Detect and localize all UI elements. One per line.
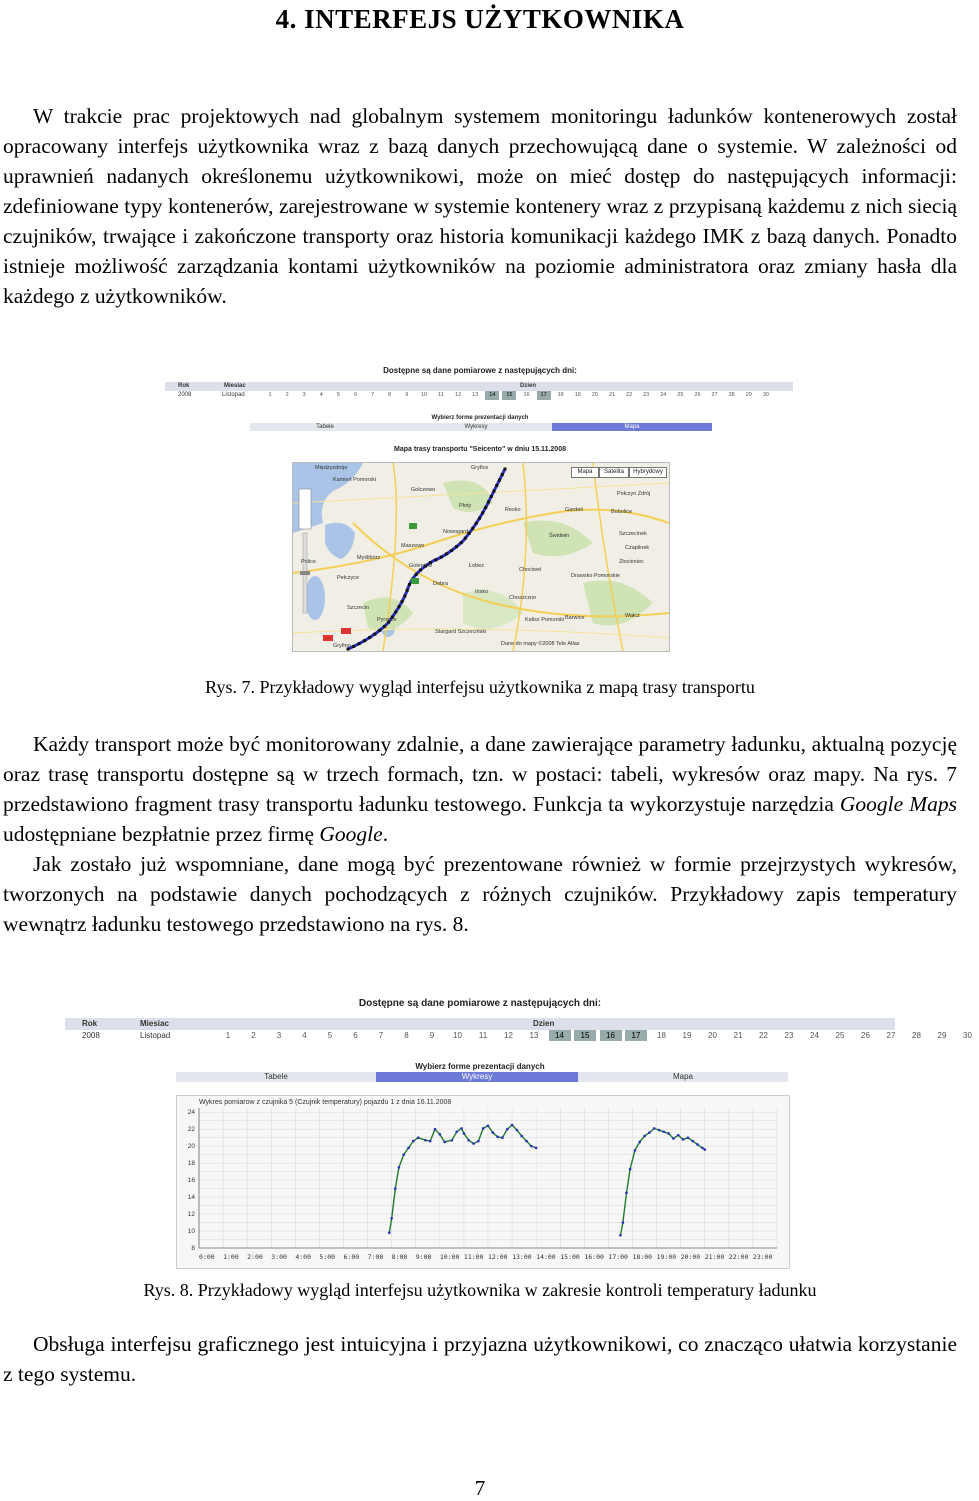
day-1[interactable]: 1: [268, 392, 272, 398]
data-point[interactable]: [390, 1217, 393, 1220]
data-point[interactable]: [412, 1140, 415, 1143]
y-tick-label: 16: [187, 1177, 195, 1185]
day-24[interactable]: 24: [660, 392, 667, 398]
map-place-label: Barwice: [565, 615, 585, 621]
data-point[interactable]: [653, 1127, 656, 1130]
day-11[interactable]: 11: [438, 392, 444, 398]
fig8-month-value[interactable]: Listopad: [140, 1031, 171, 1040]
map-place-label: Czaplinek: [625, 545, 650, 551]
day-2[interactable]: 2: [251, 1031, 256, 1040]
day-12[interactable]: 12: [455, 392, 462, 398]
data-point[interactable]: [467, 1139, 470, 1142]
x-tick-label: 20:00: [680, 1253, 701, 1261]
map-type-map-button[interactable]: Mapa: [571, 467, 599, 478]
data-point[interactable]: [530, 1145, 533, 1148]
data-point[interactable]: [487, 1125, 490, 1128]
fig7-col-day: Dzien: [520, 383, 537, 389]
fig7-year-value[interactable]: 2008: [178, 392, 192, 398]
route-point[interactable]: [493, 489, 496, 492]
day-26[interactable]: 26: [694, 392, 701, 398]
route-point[interactable]: [498, 478, 501, 481]
route-point[interactable]: [450, 549, 453, 552]
map-copyright: Dane do mapy ©2008 Tele Atlas: [501, 641, 580, 647]
route-point[interactable]: [445, 552, 448, 555]
fig7-option-map[interactable]: Mapa: [552, 423, 712, 431]
route-point[interactable]: [406, 589, 409, 592]
data-point[interactable]: [648, 1131, 651, 1134]
x-tick-label: 4:00: [295, 1253, 311, 1261]
day-9[interactable]: 9: [405, 392, 409, 398]
map-place-label: Płoty: [459, 503, 472, 509]
fig8-form-title: Wybierz forme prezentacji danych: [415, 1062, 545, 1071]
map-place-label: Dobra: [433, 581, 448, 587]
day-20[interactable]: 20: [708, 1031, 717, 1040]
data-point[interactable]: [506, 1128, 509, 1131]
day-16[interactable]: 16: [523, 392, 530, 398]
day-17[interactable]: 17: [625, 1030, 647, 1041]
route-map[interactable]: [292, 462, 670, 652]
day-4[interactable]: 4: [302, 1031, 307, 1040]
map-place-label: Gryfino: [333, 643, 351, 649]
data-point[interactable]: [402, 1153, 405, 1156]
route-point[interactable]: [408, 583, 411, 586]
map-place-label: Gryfice: [471, 465, 489, 471]
x-tick-label: 13:00: [512, 1253, 532, 1261]
data-point[interactable]: [477, 1140, 480, 1143]
x-tick-label: 6:00: [343, 1253, 360, 1261]
data-point[interactable]: [658, 1129, 661, 1132]
fig8-available-days-title: Dostępne są dane pomiarowe z następujących dni:: [358, 998, 602, 1009]
map-place-label: Choszczno: [509, 595, 537, 601]
map-place-label: Ińsko: [475, 589, 489, 595]
map-place-label: Kamień Pomorski: [333, 477, 377, 483]
x-tick-label: 11:00: [463, 1253, 484, 1261]
fig7-form-title: Wybierz forme prezentacji danych: [431, 415, 529, 421]
route-point[interactable]: [434, 558, 437, 561]
route-point[interactable]: [487, 500, 490, 503]
route-point[interactable]: [481, 511, 484, 514]
x-tick-label: 23:00: [752, 1253, 773, 1261]
y-tick-label: 12: [187, 1211, 195, 1219]
route-point[interactable]: [455, 545, 458, 548]
day-3[interactable]: 3: [276, 1031, 282, 1040]
data-point[interactable]: [643, 1135, 646, 1138]
fig8-option-map[interactable]: Mapa: [578, 1072, 788, 1082]
chart-title: Wykres pomiarow z czujnika 5 (Czujnik temperatury) pojazdu 1 z dnia 16.11.2008: [199, 1099, 452, 1106]
data-point[interactable]: [482, 1127, 485, 1130]
data-point[interactable]: [682, 1138, 685, 1141]
series-line-2: [621, 1128, 705, 1235]
day-13[interactable]: 13: [529, 1031, 539, 1040]
map-place-label: Świdwin: [549, 533, 570, 539]
day-18[interactable]: 18: [657, 1031, 666, 1040]
fig7-option-tables[interactable]: Tabele: [250, 423, 400, 431]
data-point[interactable]: [434, 1128, 437, 1131]
page-number: 7: [474, 1476, 486, 1500]
route-point[interactable]: [495, 484, 498, 487]
data-point[interactable]: [703, 1148, 706, 1151]
data-point[interactable]: [516, 1129, 519, 1132]
x-tick-label: 16:00: [584, 1253, 604, 1261]
fig8-col-day: Dzien: [533, 1019, 555, 1028]
day-4[interactable]: 4: [319, 392, 323, 398]
route-map-canvas: [293, 463, 669, 651]
x-tick-label: 10:00: [439, 1253, 460, 1261]
y-tick-label: 24: [187, 1109, 195, 1117]
map-place-label: Połczyn Zdrój: [617, 491, 651, 497]
day-29[interactable]: 29: [745, 392, 752, 398]
route-point[interactable]: [415, 573, 418, 576]
data-point[interactable]: [663, 1130, 666, 1133]
x-tick-label: 19:00: [656, 1253, 677, 1261]
y-tick-label: 8: [191, 1245, 195, 1252]
day-28[interactable]: 28: [912, 1031, 921, 1040]
data-point[interactable]: [520, 1135, 523, 1138]
fig8-option-charts[interactable]: Wykresy: [376, 1072, 578, 1082]
data-point[interactable]: [619, 1234, 622, 1237]
data-point[interactable]: [472, 1142, 475, 1145]
paragraph-transport: [3, 729, 957, 939]
map-place-label: Stargard Szczeciński: [435, 629, 487, 635]
data-point[interactable]: [463, 1132, 466, 1135]
route-point[interactable]: [501, 473, 504, 476]
route-point[interactable]: [484, 506, 487, 509]
map-type-hybrid-button[interactable]: Hybrydowy: [629, 467, 667, 478]
day-22[interactable]: 22: [626, 392, 633, 398]
route-point[interactable]: [398, 605, 401, 608]
data-point[interactable]: [525, 1140, 528, 1143]
data-point[interactable]: [701, 1147, 704, 1150]
section-heading: 4. INTERFEJS UŻYTKOWNIKA: [275, 4, 685, 34]
day-1[interactable]: 1: [225, 1031, 231, 1040]
route-point[interactable]: [358, 642, 361, 645]
data-point[interactable]: [455, 1130, 458, 1133]
day-30[interactable]: 30: [963, 1031, 972, 1040]
data-point[interactable]: [492, 1131, 495, 1134]
day-20[interactable]: 20: [591, 392, 598, 398]
route-point[interactable]: [383, 625, 386, 628]
x-tick-label: 15:00: [560, 1253, 580, 1261]
route-point[interactable]: [471, 527, 474, 530]
map-place-label: Golczewo: [411, 487, 436, 493]
data-point[interactable]: [451, 1139, 454, 1142]
route-point[interactable]: [368, 636, 371, 639]
data-point[interactable]: [634, 1149, 637, 1152]
map-place-label: Szczecin: [347, 605, 370, 611]
day-8[interactable]: 8: [404, 1031, 409, 1040]
route-point[interactable]: [378, 629, 381, 632]
x-tick-label: 3:00: [271, 1253, 287, 1261]
data-point[interactable]: [388, 1231, 391, 1234]
map-type-satellite-button[interactable]: Satelita: [599, 467, 629, 478]
x-tick-label: 5:00: [319, 1253, 336, 1261]
day-14[interactable]: 14: [485, 391, 499, 400]
x-tick-label: 22:00: [728, 1253, 749, 1261]
map-place-label: Drawsko Pomorskie: [571, 573, 620, 579]
paragraph-intro: [3, 101, 957, 311]
data-point[interactable]: [625, 1192, 628, 1195]
map-place-label: Wałcz: [625, 613, 640, 619]
data-point[interactable]: [417, 1136, 420, 1139]
route-point[interactable]: [394, 610, 397, 613]
day-18[interactable]: 18: [557, 392, 564, 398]
data-point[interactable]: [629, 1168, 632, 1171]
day-12[interactable]: 12: [504, 1031, 513, 1040]
fig8-header-bar: [65, 1018, 895, 1030]
paragraph-charts-text: Jak zostało już wspomniane, dane mogą być prezentowane również w formie przejrzystych wykresów, tworzonych na podstawie danych pochodzących z różnych czujników. Przykładowy zapis temperatury wewnątrz ładunku testowego przedstawiono na rys. 8.: [3, 852, 957, 936]
data-point[interactable]: [696, 1143, 699, 1146]
day-7[interactable]: 7: [378, 1031, 384, 1040]
paragraph-closing-text: Obsługa interfejsu graficznego jest intuicyjna i przyjazna użytkownikowi, co znacząco ułatwia korzystanie z tego systemu.: [3, 1332, 957, 1386]
fig8-col-month: Miesiac: [140, 1019, 169, 1028]
day-24[interactable]: 24: [810, 1031, 819, 1040]
fig7-col-month: Miesiac: [224, 383, 246, 389]
day-15[interactable]: 15: [502, 391, 516, 400]
route-point[interactable]: [460, 541, 463, 544]
google-maps-term: Google Maps: [839, 792, 957, 816]
route-point[interactable]: [401, 600, 404, 603]
x-tick-label: 14:00: [536, 1253, 556, 1261]
route-point[interactable]: [363, 639, 366, 642]
route-point[interactable]: [352, 645, 355, 648]
fig7-col-year: Rok: [178, 383, 190, 389]
day-6[interactable]: 6: [353, 392, 358, 398]
route-point[interactable]: [464, 537, 467, 540]
series-line-1: [389, 1125, 536, 1233]
map-place-label: Pyrzyce: [377, 617, 397, 623]
x-tick-label: 9:00: [415, 1253, 432, 1261]
day-19[interactable]: 19: [682, 1031, 692, 1040]
route-point[interactable]: [475, 522, 478, 525]
data-point[interactable]: [496, 1136, 499, 1139]
day-13[interactable]: 13: [472, 392, 479, 398]
x-tick-label: 0:00: [199, 1253, 215, 1261]
day-2[interactable]: 2: [285, 392, 289, 398]
data-point[interactable]: [424, 1139, 427, 1142]
data-point[interactable]: [511, 1124, 514, 1127]
day-25[interactable]: 25: [677, 392, 684, 398]
paragraph-transport-part2: udostępniane bezpłatnie przez firmę: [3, 822, 320, 846]
data-point[interactable]: [429, 1140, 432, 1143]
day-6[interactable]: 6: [353, 1031, 358, 1040]
map-place-label: Chociwel: [519, 567, 542, 573]
fig7-available-days-title: Dostępne są dane pomiarowe z następujących dni:: [383, 366, 577, 375]
day-19[interactable]: 19: [574, 392, 581, 398]
data-point[interactable]: [691, 1140, 694, 1143]
day-14[interactable]: 14: [549, 1030, 571, 1041]
map-place-label: Gardeń: [565, 507, 584, 513]
day-29[interactable]: 29: [937, 1031, 947, 1040]
day-5[interactable]: 5: [327, 1031, 333, 1040]
y-tick-label: 18: [187, 1160, 195, 1168]
data-point[interactable]: [501, 1136, 504, 1139]
data-point[interactable]: [460, 1127, 463, 1130]
day-3[interactable]: 3: [302, 392, 306, 398]
x-tick-label: 8:00: [391, 1253, 408, 1261]
x-tick-label: 18:00: [632, 1253, 653, 1261]
y-tick-label: 14: [187, 1194, 195, 1202]
data-point[interactable]: [443, 1141, 446, 1144]
figure-8-caption: Rys. 8. Przykładowy wygląd interfejsu użytkownika w zakresie kontroli temperatury ładunku: [143, 1280, 817, 1300]
map-place-label: Police: [301, 559, 316, 565]
paragraph-transport-end: .: [382, 822, 389, 846]
paragraph-closing: [3, 1329, 957, 1389]
day-27[interactable]: 27: [711, 392, 718, 398]
paragraph-intro-text: W trakcie prac projektowych nad globalnym systemem monitoringu ładunków kontenerowych został opracowany interfejs użytkownika wraz z bazą danych przechowującą dane o systemie. W zależności od uprawnień nadanych określonemu użytkownikowi, może on mieć dostęp do następujących informacji: zdefiniowane typy kontenerów, zarejestrowane w systemie kontenery wraz z przypisaną każdemu z nich siecią czujników, trwające i zakończone transporty oraz historia komunikacji każdego IMK z bazą danych. Ponadto istnieje możliwość zarządzania kontami użytkowników na poziomie administratora oraz zmiany hasła dla każdego z użytkowników.: [3, 104, 957, 308]
day-26[interactable]: 26: [861, 1031, 870, 1040]
day-16[interactable]: 16: [600, 1030, 622, 1041]
day-17[interactable]: 17: [537, 391, 551, 400]
data-point[interactable]: [398, 1166, 401, 1169]
day-15[interactable]: 15: [574, 1030, 596, 1041]
x-tick-label: 2:00: [247, 1253, 263, 1261]
map-place-label: Resko: [505, 507, 521, 513]
y-tick-label: 10: [187, 1228, 195, 1236]
fig8-col-year: Rok: [82, 1019, 98, 1028]
day-30[interactable]: 30: [762, 392, 769, 398]
data-point[interactable]: [687, 1136, 690, 1139]
map-place-label: Goleniów: [409, 563, 432, 569]
x-tick-label: 7:00: [367, 1253, 384, 1261]
google-term: Google: [319, 822, 383, 846]
map-place-label: Myślibórz: [357, 555, 381, 561]
map-place-label: Łobez: [469, 563, 484, 569]
x-tick-label: 1:00: [223, 1253, 239, 1261]
day-10[interactable]: 10: [453, 1031, 462, 1040]
figure-7-caption: Rys. 7. Przykładowy wygląd interfejsu użytkownika z mapą trasy transportu: [205, 677, 755, 697]
data-point[interactable]: [622, 1221, 625, 1224]
fig8-year-value[interactable]: 2008: [82, 1031, 100, 1040]
map-place-label: Kalisz Pomorski: [525, 617, 565, 623]
day-28[interactable]: 28: [728, 392, 735, 398]
day-7[interactable]: 7: [371, 392, 375, 398]
map-place-label: Bobolice: [611, 509, 633, 515]
map-place-label: Międzyzdroje: [315, 465, 348, 471]
data-point[interactable]: [677, 1134, 680, 1137]
day-22[interactable]: 22: [759, 1031, 768, 1040]
fig8-option-tables[interactable]: Tabele: [176, 1072, 376, 1082]
day-25[interactable]: 25: [835, 1031, 845, 1040]
fig7-option-charts[interactable]: Wykresy: [400, 423, 552, 431]
route-point[interactable]: [504, 468, 507, 471]
x-tick-label: 12:00: [488, 1253, 508, 1261]
fig7-header-bar: [165, 382, 793, 391]
day-21[interactable]: 21: [733, 1031, 743, 1040]
day-11[interactable]: 11: [478, 1031, 488, 1040]
day-21[interactable]: 21: [608, 392, 616, 398]
temperature-chart: [176, 1095, 790, 1269]
route-point[interactable]: [403, 594, 406, 597]
day-23[interactable]: 23: [784, 1031, 794, 1040]
map-place-label: Złocieniec: [619, 559, 644, 565]
y-tick-label: 22: [187, 1126, 195, 1134]
route-point[interactable]: [440, 556, 443, 559]
map-place-label: Szczecinek: [619, 531, 647, 537]
day-23[interactable]: 23: [643, 392, 650, 398]
data-point[interactable]: [535, 1147, 538, 1150]
map-place-label: Maszewo: [401, 543, 425, 549]
data-point[interactable]: [672, 1137, 675, 1140]
map-place-label: Pełczyce: [337, 575, 360, 581]
route-point[interactable]: [373, 633, 376, 636]
map-place-label: Nowogard: [443, 529, 469, 535]
fig7-map-title: Mapa trasy transportu "Seicento" w dniu 15.11.2008: [394, 446, 566, 453]
x-tick-label: 17:00: [608, 1253, 628, 1261]
fig7-month-value[interactable]: Listopad: [222, 392, 245, 398]
paragraph-transport-part1: Każdy transport może być monitorowany zdalnie, a dane zawierające parametry ładunku, aktualną pozycję oraz trasę transportu dostępne są w trzech formach, tzn. w postaci: tabeli, wykresów oraz mapy. Na rys. 7 przedstawiono fragment trasy transportu ładunku testowego. Funkcja ta wykorzystuje narzędzia: [3, 732, 957, 816]
day-27[interactable]: 27: [886, 1031, 896, 1040]
day-5[interactable]: 5: [336, 392, 340, 398]
data-point[interactable]: [407, 1147, 410, 1150]
x-tick-label: 21:00: [704, 1253, 725, 1261]
route-point[interactable]: [478, 517, 481, 520]
y-tick-label: 20: [187, 1143, 195, 1151]
data-point[interactable]: [394, 1187, 397, 1190]
paragraph-transport-text: [3, 729, 957, 849]
day-10[interactable]: 10: [420, 392, 427, 398]
day-9[interactable]: 9: [429, 1031, 435, 1040]
route-point[interactable]: [490, 495, 493, 498]
temperature-chart-svg: [177, 1096, 789, 1268]
data-point[interactable]: [667, 1132, 670, 1135]
data-point[interactable]: [638, 1141, 641, 1144]
day-8[interactable]: 8: [388, 392, 392, 398]
data-point[interactable]: [439, 1133, 442, 1136]
